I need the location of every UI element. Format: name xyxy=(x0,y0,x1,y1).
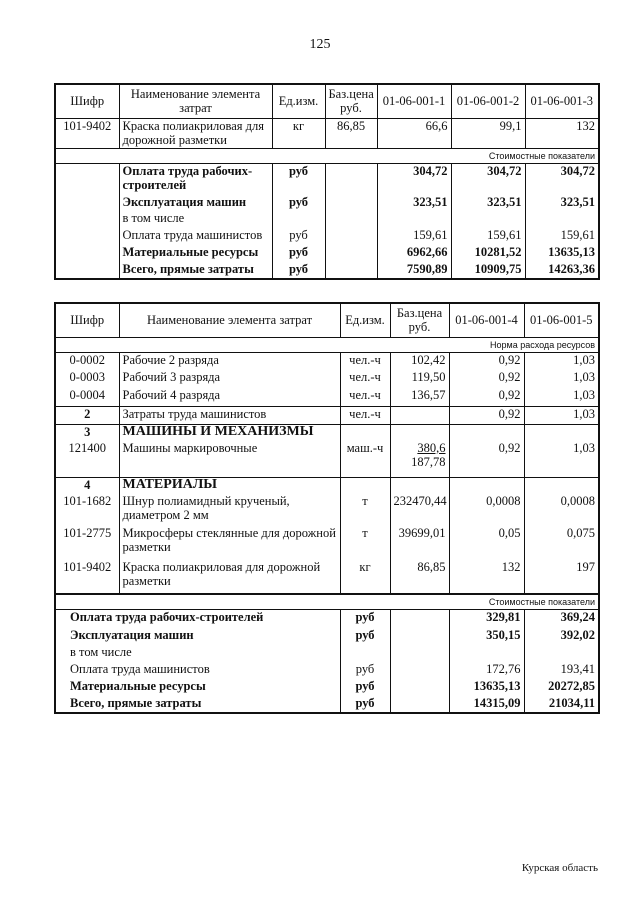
table-row xyxy=(55,245,599,262)
row-value: 0,92 xyxy=(449,406,524,424)
row-unit: чел.-ч xyxy=(340,406,390,424)
header-col-1: 01-06-001-1 xyxy=(377,84,451,118)
section-row xyxy=(55,594,599,610)
row-name: Оплата труда рабочих-строителей xyxy=(55,610,340,628)
row-code: 3 xyxy=(55,424,119,441)
row-value: 0,92 xyxy=(449,441,524,477)
row-unit: т xyxy=(340,494,390,526)
table-row xyxy=(55,628,599,645)
row-value: 304,72 xyxy=(451,163,525,195)
header-unit: Ед.изм. xyxy=(272,84,325,118)
row-value: 0,0008 xyxy=(524,494,599,526)
row-name: в том числе xyxy=(119,211,272,228)
row-unit: чел.-ч xyxy=(340,388,390,406)
row-value: 13635,13 xyxy=(525,245,599,262)
header-unit: Ед.изм. xyxy=(340,303,390,337)
cost-table-2 xyxy=(54,302,600,714)
table-row xyxy=(55,352,599,370)
row-name: Микросферы стеклянные для дорожной разметки xyxy=(119,526,340,560)
row-code: 101-9402 xyxy=(55,560,119,594)
row-price: 380,6 xyxy=(417,441,446,455)
row-value: 197 xyxy=(524,560,599,594)
row-unit: руб xyxy=(272,163,325,195)
section-label: Стоимостные показатели xyxy=(55,148,599,163)
row-code: 0-0004 xyxy=(55,388,119,406)
row-value: 159,61 xyxy=(377,228,451,245)
row-price-cell xyxy=(390,441,449,477)
table-row xyxy=(55,118,599,148)
table-row xyxy=(55,406,599,424)
row-name: Машины маркировочные xyxy=(119,441,340,477)
row-value: 323,51 xyxy=(451,195,525,211)
row-name: Эксплуатация машин xyxy=(55,628,340,645)
row-value: 1,03 xyxy=(524,441,599,477)
row-value: 323,51 xyxy=(377,195,451,211)
row-value: 20272,85 xyxy=(524,679,599,696)
row-price: 86,85 xyxy=(325,118,377,148)
row-value: 392,02 xyxy=(524,628,599,645)
row-unit: чел.-ч xyxy=(340,352,390,370)
table-row xyxy=(55,696,599,713)
row-code: 101-2775 xyxy=(55,526,119,560)
row-name: Оплата труда машинистов xyxy=(55,662,340,679)
table-row xyxy=(55,645,599,662)
row-unit: руб xyxy=(272,245,325,262)
row-unit: кг xyxy=(340,560,390,594)
header-code: Шифр xyxy=(55,303,119,337)
row-value: 323,51 xyxy=(525,195,599,211)
table-row xyxy=(55,662,599,679)
row-code: 101-1682 xyxy=(55,494,119,526)
row-unit: руб xyxy=(272,228,325,245)
row-unit: чел.-ч xyxy=(340,370,390,388)
table-row xyxy=(55,211,599,228)
row-name: Шнур полиамидный крученый, диаметром 2 мм xyxy=(119,494,340,526)
row-unit: руб xyxy=(272,195,325,211)
row-value: 1,03 xyxy=(524,352,599,370)
row-price: 86,85 xyxy=(390,560,449,594)
section-label: Норма расхода ресурсов xyxy=(55,337,599,352)
header-price: Баз.цена руб. xyxy=(325,84,377,118)
table-row xyxy=(55,441,599,477)
row-value: 304,72 xyxy=(525,163,599,195)
row-name: Материальные ресурсы xyxy=(55,679,340,696)
row-name: Затраты труда машинистов xyxy=(119,406,340,424)
table-row xyxy=(55,477,599,494)
row-unit: руб xyxy=(340,662,390,679)
row-value: 0,0008 xyxy=(449,494,524,526)
row-unit: руб xyxy=(340,610,390,628)
row-value: 132 xyxy=(525,118,599,148)
table-row xyxy=(55,560,599,594)
row-value: 66,6 xyxy=(377,118,451,148)
row-code: 2 xyxy=(55,406,119,424)
row-value: 10281,52 xyxy=(451,245,525,262)
header-name: Наименование элемента затрат xyxy=(119,303,340,337)
row-value: 1,03 xyxy=(524,388,599,406)
row-name: Рабочий 4 разряда xyxy=(119,388,340,406)
row-price-secondary: 187,78 xyxy=(411,455,446,469)
row-code: 121400 xyxy=(55,441,119,477)
row-price: 136,57 xyxy=(390,388,449,406)
row-name: Краска полиакриловая для дорожной разметки xyxy=(119,118,272,148)
table2-header-row xyxy=(55,303,599,337)
header-name: Наименование элемента затрат xyxy=(119,84,272,118)
row-unit: руб xyxy=(340,679,390,696)
row-price: 119,50 xyxy=(390,370,449,388)
table-row xyxy=(55,679,599,696)
row-value: 99,1 xyxy=(451,118,525,148)
table-row xyxy=(55,228,599,245)
header-col-3: 01-06-001-3 xyxy=(525,84,599,118)
row-unit: руб xyxy=(340,628,390,645)
row-value: 0,92 xyxy=(449,388,524,406)
row-value: 6962,66 xyxy=(377,245,451,262)
row-value: 193,41 xyxy=(524,662,599,679)
row-name: МАТЕРИАЛЫ xyxy=(119,477,340,494)
row-value: 21034,11 xyxy=(524,696,599,713)
row-value: 132 xyxy=(449,560,524,594)
header-col-5: 01-06-001-5 xyxy=(524,303,599,337)
table-row xyxy=(55,494,599,526)
row-value: 14315,09 xyxy=(449,696,524,713)
section-row xyxy=(55,148,599,163)
table-row xyxy=(55,163,599,195)
footer-region: Курская область xyxy=(521,862,598,874)
table-row xyxy=(55,262,599,279)
row-name: Всего, прямые затраты xyxy=(55,696,340,713)
row-value: 1,03 xyxy=(524,406,599,424)
row-code: 0-0002 xyxy=(55,352,119,370)
section-row xyxy=(55,337,599,352)
row-value: 172,76 xyxy=(449,662,524,679)
row-value: 0,05 xyxy=(449,526,524,560)
section-label: Стоимостные показатели xyxy=(55,594,599,610)
row-value: 159,61 xyxy=(525,228,599,245)
row-name: Оплата труда рабочих-строителей xyxy=(119,163,272,195)
row-value: 369,24 xyxy=(524,610,599,628)
row-value: 0,92 xyxy=(449,352,524,370)
row-name: Эксплуатация машин xyxy=(119,195,272,211)
row-name: Всего, прямые затраты xyxy=(119,262,272,279)
row-price: 232470,44 xyxy=(390,494,449,526)
row-value: 0,075 xyxy=(524,526,599,560)
row-name: МАШИНЫ И МЕХАНИЗМЫ xyxy=(119,424,340,441)
header-col-4: 01-06-001-4 xyxy=(449,303,524,337)
row-value: 304,72 xyxy=(377,163,451,195)
row-name: Краска полиакриловая для дорожной разметки xyxy=(119,560,340,594)
row-name: в том числе xyxy=(55,645,340,662)
row-name: Рабочий 3 разряда xyxy=(119,370,340,388)
row-price: 102,42 xyxy=(390,352,449,370)
row-value: 13635,13 xyxy=(449,679,524,696)
table-row xyxy=(55,370,599,388)
row-value: 0,92 xyxy=(449,370,524,388)
row-unit: т xyxy=(340,526,390,560)
row-value: 7590,89 xyxy=(377,262,451,279)
row-value: 329,81 xyxy=(449,610,524,628)
row-value: 14263,36 xyxy=(525,262,599,279)
row-unit: маш.-ч xyxy=(340,441,390,477)
table-row xyxy=(55,610,599,628)
row-unit: кг xyxy=(272,118,325,148)
row-name: Оплата труда машинистов xyxy=(119,228,272,245)
cost-table-1 xyxy=(54,83,600,280)
row-value: 159,61 xyxy=(451,228,525,245)
table-row xyxy=(55,424,599,441)
page-number: 125 xyxy=(309,37,331,52)
table-row xyxy=(55,388,599,406)
row-name: Рабочие 2 разряда xyxy=(119,352,340,370)
header-col-2: 01-06-001-2 xyxy=(451,84,525,118)
table-row xyxy=(55,526,599,560)
row-value: 10909,75 xyxy=(451,262,525,279)
row-unit: руб xyxy=(272,262,325,279)
row-name: Материальные ресурсы xyxy=(119,245,272,262)
row-value: 350,15 xyxy=(449,628,524,645)
header-code: Шифр xyxy=(55,84,119,118)
row-code: 4 xyxy=(55,477,119,494)
row-unit: руб xyxy=(340,696,390,713)
table1-header-row xyxy=(55,84,599,118)
row-price: 39699,01 xyxy=(390,526,449,560)
row-code: 0-0003 xyxy=(55,370,119,388)
header-price: Баз.цена руб. xyxy=(390,303,449,337)
row-code: 101-9402 xyxy=(55,118,119,148)
row-value: 1,03 xyxy=(524,370,599,388)
table-row xyxy=(55,195,599,211)
